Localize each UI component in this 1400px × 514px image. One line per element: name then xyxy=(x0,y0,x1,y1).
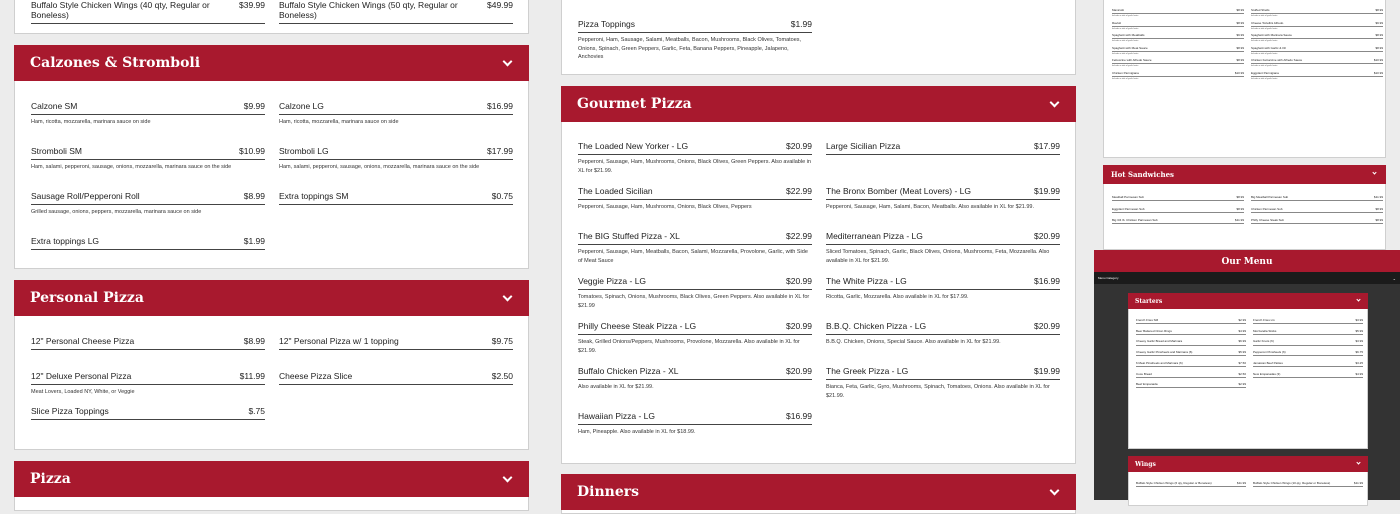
menu-item[interactable] xyxy=(31,337,265,350)
item-description: Includes a side of garlic knots. xyxy=(1251,77,1278,80)
item-price: $2.50 xyxy=(491,371,513,381)
menu-item[interactable] xyxy=(1136,362,1246,367)
item-price: $6.99 xyxy=(1238,339,1246,344)
item-name: Calzone LG xyxy=(279,101,324,111)
item-price: $8.99 xyxy=(1236,206,1244,211)
item-price: $8.99 xyxy=(243,191,265,201)
item-price: $39.99 xyxy=(239,0,265,10)
item-description: Meat Lovers, Loaded NY, White, or Veggie xyxy=(31,388,135,395)
item-name: Buffalo Style Chicken Wings (6 qty, Regular or Boneless) xyxy=(1136,481,1212,485)
item-price: $22.99 xyxy=(786,186,812,196)
menu-item[interactable] xyxy=(1253,319,1363,324)
item-price: $20.99 xyxy=(786,321,812,331)
menu-item[interactable] xyxy=(31,372,265,397)
item-name: Eggplant Parmesan Sub xyxy=(1112,206,1145,211)
item-price: $8.99 xyxy=(1375,206,1383,211)
item-description: Ham, salami, pepperoni, sausage, onions, mozzarella, marinara sauce on the side xyxy=(31,163,232,170)
item-name: Eggplant Parmigiana xyxy=(1251,70,1279,75)
item-name: The BIG Stuffed Pizza - XL xyxy=(578,231,680,241)
item-price: $11.99 xyxy=(1235,218,1244,222)
item-name: Buffalo Style Chicken Wings (40 qty, Regular or Boneless) xyxy=(31,0,210,20)
item-price: $20.99 xyxy=(1034,231,1060,241)
item-name: French Fries SM xyxy=(1136,318,1159,322)
item-name: The Greek Pizza - LG xyxy=(826,366,909,376)
item-description: Pepperoni, Sausage, Ham, Mushrooms, Onions, Black Olives, Green Peppers. Also available in XL for $21.99. xyxy=(578,158,811,174)
item-price: $10.99 xyxy=(1373,70,1383,75)
starters-header[interactable] xyxy=(1128,293,1368,309)
chevron-down-icon: ⌄ xyxy=(1392,275,1396,281)
item-description: Pepperoni, Sausage, Ham, Salami, Bacon, Meatballs. Also available in XL for $21.99. xyxy=(826,203,1035,210)
item-price: $19.99 xyxy=(1034,186,1060,196)
item-price: $2.99 xyxy=(1238,318,1246,322)
chevron-down-icon xyxy=(503,291,513,301)
item-description: Ham, ricotta, mozzarella, marinara sauce on side xyxy=(31,118,151,125)
section-title: Dinners xyxy=(577,484,639,500)
item-price: $8.99 xyxy=(1236,20,1244,25)
menu-item[interactable] xyxy=(279,1,513,24)
menu-item[interactable] xyxy=(1112,208,1244,213)
menu-item[interactable] xyxy=(31,407,265,420)
pizza-header[interactable] xyxy=(14,461,529,497)
item-description: Bianca, Feta, Garlic, Gyro, Mushrooms, Spinach, Tomatoes, Onions. Also available in XL for $21.99. xyxy=(826,383,1050,399)
item-name: Mediterranean Pizza - LG xyxy=(826,231,923,241)
menu-item[interactable] xyxy=(1253,482,1363,487)
menu-item[interactable] xyxy=(578,412,812,437)
item-name: Cheese Tortellini Alfredo xyxy=(1251,20,1284,25)
item-price: $2.50 xyxy=(1238,371,1246,376)
item-name: Calzone SM xyxy=(31,101,78,111)
menu-item[interactable] xyxy=(1112,34,1244,42)
item-price: $3.99 xyxy=(1355,339,1363,344)
item-description: Includes a side of garlic knots. xyxy=(1112,27,1139,30)
item-name: 12" Deluxe Personal Pizza xyxy=(31,371,132,381)
item-name: The Loaded Sicilian xyxy=(578,186,653,196)
section-title: Gourmet Pizza xyxy=(577,96,692,112)
chevron-down-icon xyxy=(1050,97,1060,107)
menu-item[interactable] xyxy=(31,147,265,172)
item-description: Grilled sausage, onions, peppers, mozzarella, marinara sauce on side xyxy=(31,208,202,215)
menu-item[interactable] xyxy=(826,277,1060,302)
item-price: $20.99 xyxy=(1034,321,1060,331)
personal-pizza-card xyxy=(14,280,529,450)
starters-card xyxy=(1128,293,1368,449)
item-name: French Fries LG xyxy=(1253,318,1275,322)
item-price: $22.99 xyxy=(786,231,812,241)
item-name: Jamaican Beef Patties xyxy=(1253,360,1283,365)
menu-item[interactable] xyxy=(1112,72,1244,80)
item-name: Cuce Bread xyxy=(1136,371,1152,376)
menu-item[interactable] xyxy=(1251,47,1383,55)
item-price: $6.75 xyxy=(1355,350,1363,355)
menu-item[interactable] xyxy=(578,142,812,175)
item-price: $5.99 xyxy=(1238,350,1246,355)
menu-item[interactable] xyxy=(1251,34,1383,42)
chevron-down-icon xyxy=(1356,297,1360,301)
item-name: Spaghetti with Meatballs xyxy=(1112,33,1145,37)
item-name: Stuffed Shells xyxy=(1251,8,1270,12)
menu-item[interactable] xyxy=(826,367,1060,400)
menu-category-bar[interactable] xyxy=(1094,272,1400,284)
section-title: Hot Sandwiches xyxy=(1111,170,1174,179)
menu-item[interactable] xyxy=(31,237,265,250)
item-price: $8.99 xyxy=(1375,8,1383,12)
item-name: Cheesy Garlic Pinwheels and Marinara (6) xyxy=(1136,350,1193,355)
item-price: $8.99 xyxy=(1375,45,1383,50)
menu-item[interactable] xyxy=(578,187,812,212)
item-name: Philly Cheese Steak Sub xyxy=(1251,218,1285,222)
right-column xyxy=(1094,0,1400,500)
chevron-down-icon xyxy=(503,472,513,482)
item-price: $17.99 xyxy=(487,146,513,156)
item-description: Includes a side of garlic knots. xyxy=(1251,52,1278,55)
section-title: Personal Pizza xyxy=(30,290,144,306)
item-name: New Empanadas (3) xyxy=(1253,371,1281,376)
menu-item[interactable] xyxy=(1112,196,1244,201)
menu-item[interactable] xyxy=(279,102,513,127)
menu-item[interactable] xyxy=(279,192,513,205)
item-name: Spaghetti with Garlic & Oil xyxy=(1251,45,1286,50)
item-name: Beef Empanada xyxy=(1136,382,1158,387)
menu-item[interactable] xyxy=(826,142,1060,155)
hot-sandwiches-header[interactable] xyxy=(1103,165,1386,184)
section-title: Calzones & Stromboli xyxy=(30,55,201,71)
item-price: $3.25 xyxy=(1355,360,1363,365)
menu-item[interactable] xyxy=(1251,196,1383,201)
item-description: Ricotta, Garlic, Mozzarella. Also available in XL for $17.99. xyxy=(826,293,969,300)
menu-item[interactable] xyxy=(1112,22,1244,30)
menu-item[interactable] xyxy=(1251,9,1383,17)
gourmet-pizza-card xyxy=(561,86,1076,464)
menu-item[interactable] xyxy=(1251,72,1383,80)
menu-item[interactable] xyxy=(826,187,1060,212)
chevron-down-icon xyxy=(503,56,513,66)
item-price: $20.99 xyxy=(786,366,812,376)
item-name: Cheese Pizza Slice xyxy=(279,371,353,381)
menu-item[interactable] xyxy=(578,322,812,355)
menu-item[interactable] xyxy=(1136,330,1246,335)
item-price: $11.99 xyxy=(1237,481,1246,485)
wings-card xyxy=(14,0,529,34)
item-name: 6 Meat Pinwheels and Marinara (6) xyxy=(1136,360,1183,365)
item-price: $0.75 xyxy=(491,191,513,201)
item-price: $4.99 xyxy=(1238,328,1246,333)
item-price: $11.99 xyxy=(1354,481,1363,485)
item-description: Pepperoni, Ham, Sausage, Salami, Meatballs, Bacon, Mushrooms, Black Olives, Tomatoes, Onions, Spinach, Green Peppers, Garlic, Feta, Banana Peppers, Pineapple, Jalapeno, Anchovies xyxy=(578,36,802,61)
item-name: Big 3/4 lb. Chicken Parmesan Sub xyxy=(1112,218,1158,222)
menu-item[interactable] xyxy=(1112,59,1244,67)
item-name: The Loaded New Yorker - LG xyxy=(578,141,689,151)
item-price: $16.99 xyxy=(1034,276,1060,286)
item-name: Chicken Parmesan Sub xyxy=(1251,206,1283,211)
item-price: $17.99 xyxy=(1034,141,1060,151)
menu-item[interactable] xyxy=(1253,340,1363,345)
item-price: $9.99 xyxy=(1236,33,1244,37)
item-name: The White Pizza - LG xyxy=(826,276,907,286)
item-name: Sausage Roll/Pepperoni Roll xyxy=(31,191,140,201)
menu-item[interactable] xyxy=(1251,22,1383,30)
item-description: Includes a side of garlic knots. xyxy=(1112,40,1139,43)
menu-item[interactable] xyxy=(279,337,513,350)
item-name: Pizza Toppings xyxy=(578,19,636,29)
menu-item[interactable] xyxy=(1112,9,1244,17)
menu-item[interactable] xyxy=(1136,351,1246,356)
menu-item[interactable] xyxy=(31,1,265,24)
item-description: Includes a side of garlic knots. xyxy=(1112,77,1139,80)
menu-item[interactable] xyxy=(826,322,1060,347)
item-name: Buffalo Style Chicken Wings (50 qty, Regular or Boneless) xyxy=(279,0,458,20)
item-price: $10.99 xyxy=(1234,70,1244,75)
item-name: Beer Battered Onion Rings xyxy=(1136,328,1172,333)
item-name: 12" Personal Pizza w/ 1 topping xyxy=(279,336,399,346)
calzones-card xyxy=(14,45,529,269)
item-name: Large Sicilian Pizza xyxy=(826,141,901,151)
menu-item[interactable] xyxy=(1253,373,1363,378)
menu-item[interactable] xyxy=(279,147,513,172)
item-price: $8.99 xyxy=(243,336,265,346)
item-price: $8.99 xyxy=(1375,218,1383,222)
item-description: Ham, Pineapple. Also available in XL for $18.99. xyxy=(578,428,696,435)
menu-item[interactable] xyxy=(1136,319,1246,324)
item-price: $19.99 xyxy=(1034,366,1060,376)
left-column xyxy=(14,0,529,500)
item-name: Buffalo Style Chicken Wings (10 qty, Regular or Boneless) xyxy=(1253,481,1331,485)
item-name: 12" Personal Cheese Pizza xyxy=(31,336,135,346)
item-description: Also available in XL for $21.99. xyxy=(578,383,654,390)
item-name: B.B.Q. Chicken Pizza - LG xyxy=(826,321,927,331)
menu-item[interactable] xyxy=(1136,373,1246,378)
item-description: Pepperoni, Sausage, Ham, Mushrooms, Onions, Black Olives, Peppers xyxy=(578,203,752,210)
item-price: $10.99 xyxy=(239,146,265,156)
item-price: $8.99 xyxy=(1236,45,1244,50)
item-description: Tomatoes, Spinach, Onions, Mushrooms, Black Olives, Green Peppers. Also available in XL for $21.99 xyxy=(578,293,810,309)
pasta-card xyxy=(1103,0,1386,158)
item-description: Includes a side of garlic knots. xyxy=(1112,65,1139,68)
menu-item[interactable] xyxy=(1251,219,1383,224)
item-name: Chicken Parmigiana xyxy=(1112,70,1139,75)
section-title: Wings xyxy=(1135,460,1156,468)
menu-category-label: Menu Category xyxy=(1098,276,1119,280)
menu-item[interactable] xyxy=(279,372,513,385)
item-description: Includes a side of garlic knots. xyxy=(1251,65,1278,68)
item-price: $8.99 xyxy=(1236,58,1244,62)
toppings-card xyxy=(561,0,1076,75)
item-name: Buffalo Chicken Pizza - XL xyxy=(578,366,679,376)
our-menu-title: Our Menu xyxy=(1221,257,1273,267)
item-name: Big Meatball Parmesan Sub xyxy=(1251,195,1289,199)
item-price: $3.99 xyxy=(1355,318,1363,322)
menu-item[interactable] xyxy=(826,232,1060,265)
item-name: Chicken Fettuccine with Alfredo Sauce xyxy=(1251,58,1303,62)
item-name: The Bronx Bomber (Meat Lovers) - LG xyxy=(826,186,972,196)
menu-item[interactable] xyxy=(578,232,812,265)
item-price: $20.99 xyxy=(786,276,812,286)
chevron-down-icon xyxy=(1372,170,1376,174)
section-title: Starters xyxy=(1135,297,1163,305)
item-price: $8.99 xyxy=(1236,195,1244,199)
item-price: $7.50 xyxy=(1238,360,1246,365)
item-name: Stromboli SM xyxy=(31,146,83,156)
item-description: Includes a side of garlic knots. xyxy=(1112,15,1139,18)
menu-item[interactable] xyxy=(1253,351,1363,356)
item-price: $16.99 xyxy=(487,101,513,111)
item-description: Ham, salami, pepperoni, sausage, onions, mozzarella, marinara sauce on the side xyxy=(279,163,480,170)
item-name: Extra toppings LG xyxy=(31,236,100,246)
dinners-card xyxy=(561,474,1076,514)
item-name: Cheesy Garlic Bread and Marinara xyxy=(1136,339,1183,344)
item-price: $1.99 xyxy=(790,19,812,29)
item-price: $.75 xyxy=(248,406,265,416)
item-price: $8.99 xyxy=(1236,8,1244,12)
item-price: $49.99 xyxy=(487,0,513,10)
item-name: Meatball Parmesan Sub xyxy=(1112,195,1145,199)
chevron-down-icon xyxy=(1356,460,1360,464)
item-price: $9.99 xyxy=(243,101,265,111)
item-name: Spaghetti with Meat Sauce xyxy=(1112,45,1148,50)
item-name: Pepperoni Pinwheels (6) xyxy=(1253,350,1286,355)
menu-item[interactable] xyxy=(31,102,265,127)
chevron-down-icon xyxy=(1050,485,1060,495)
item-price: $9.99 xyxy=(1375,20,1383,25)
middle-column xyxy=(561,0,1076,500)
item-description: Includes a side of garlic knots. xyxy=(1251,40,1278,43)
menu-item[interactable] xyxy=(578,367,812,392)
item-description: Includes a side of garlic knots. xyxy=(1251,15,1278,18)
item-price: $20.99 xyxy=(786,141,812,151)
item-description: B.B.Q. Chicken, Onions, Special Sauce. Also available in XL for $21.99. xyxy=(826,338,1001,345)
item-name: Spaghetti with Marinara Sauce xyxy=(1251,33,1292,37)
menu-item[interactable] xyxy=(1136,340,1246,345)
item-price: $8.99 xyxy=(1375,33,1383,37)
menu-item[interactable] xyxy=(1112,219,1244,224)
menu-item[interactable] xyxy=(1251,59,1383,67)
item-name: Extra toppings SM xyxy=(279,191,349,201)
item-price: $9.75 xyxy=(491,336,513,346)
item-name: Ravioli xyxy=(1112,20,1122,25)
item-name: Stromboli LG xyxy=(279,146,329,156)
item-price: $5.99 xyxy=(1355,328,1363,333)
item-name: Manicotti xyxy=(1112,8,1125,12)
gourmet-pizza-header[interactable] xyxy=(561,86,1076,122)
wings-header[interactable] xyxy=(1128,456,1368,472)
wings-small-card xyxy=(1128,456,1368,506)
menu-item[interactable] xyxy=(1251,208,1383,213)
item-price: $11.99 xyxy=(1374,195,1383,199)
item-price: $16.99 xyxy=(786,411,812,421)
calzones-header[interactable] xyxy=(14,45,529,81)
menu-item[interactable] xyxy=(1136,482,1246,487)
item-price: $4.99 xyxy=(1355,371,1363,376)
menu-item[interactable] xyxy=(31,192,265,217)
dinners-header[interactable] xyxy=(561,474,1076,510)
item-name: Hawaiian Pizza - LG xyxy=(578,411,656,421)
menu-item[interactable] xyxy=(1253,362,1363,367)
menu-item[interactable] xyxy=(1112,47,1244,55)
item-description: Steak, Grilled Onions/Peppers, Mushrooms, Provolone, Mozzarella. Also available in XL for $21.99. xyxy=(578,338,800,354)
item-name: Garlic Knots (6) xyxy=(1253,339,1274,344)
menu-item[interactable] xyxy=(578,277,812,310)
item-description: Includes a side of garlic knots. xyxy=(1112,52,1139,55)
item-price: $2.99 xyxy=(1238,382,1246,387)
item-description: Includes a side of garlic knots. xyxy=(1251,27,1278,30)
menu-item[interactable] xyxy=(578,20,812,62)
item-name: Mozzarella Sticks xyxy=(1253,328,1277,333)
item-price: $11.99 xyxy=(239,371,265,381)
item-description: Sliced Tomatoes, Spinach, Garlic, Black Olives, Onions, Mushrooms, Feta, Mozzarella. Also available in XL for $21.99. xyxy=(826,248,1050,264)
section-title: Pizza xyxy=(30,471,71,487)
item-description: Ham, ricotta, mozzarella, marinara sauce on side xyxy=(279,118,399,125)
item-name: Veggie Pizza - LG xyxy=(578,276,647,286)
hot-sandwiches-card xyxy=(1103,165,1386,250)
item-price: $1.99 xyxy=(243,236,265,246)
menu-item[interactable] xyxy=(1136,383,1246,388)
item-name: Fettuccine with Alfredo Sauce xyxy=(1112,58,1152,62)
pizza-card xyxy=(14,461,529,511)
item-name: Philly Cheese Steak Pizza - LG xyxy=(578,321,697,331)
personal-pizza-header[interactable] xyxy=(14,280,529,316)
menu-item[interactable] xyxy=(1253,330,1363,335)
item-name: Slice Pizza Toppings xyxy=(31,406,109,416)
item-description: Pepperoni, Sausage, Ham, Meatballs, Bacon, Salami, Mozzarella, Provolone, Garlic, with Side of Meat Sauce xyxy=(578,248,808,264)
item-price: $10.99 xyxy=(1373,58,1383,62)
